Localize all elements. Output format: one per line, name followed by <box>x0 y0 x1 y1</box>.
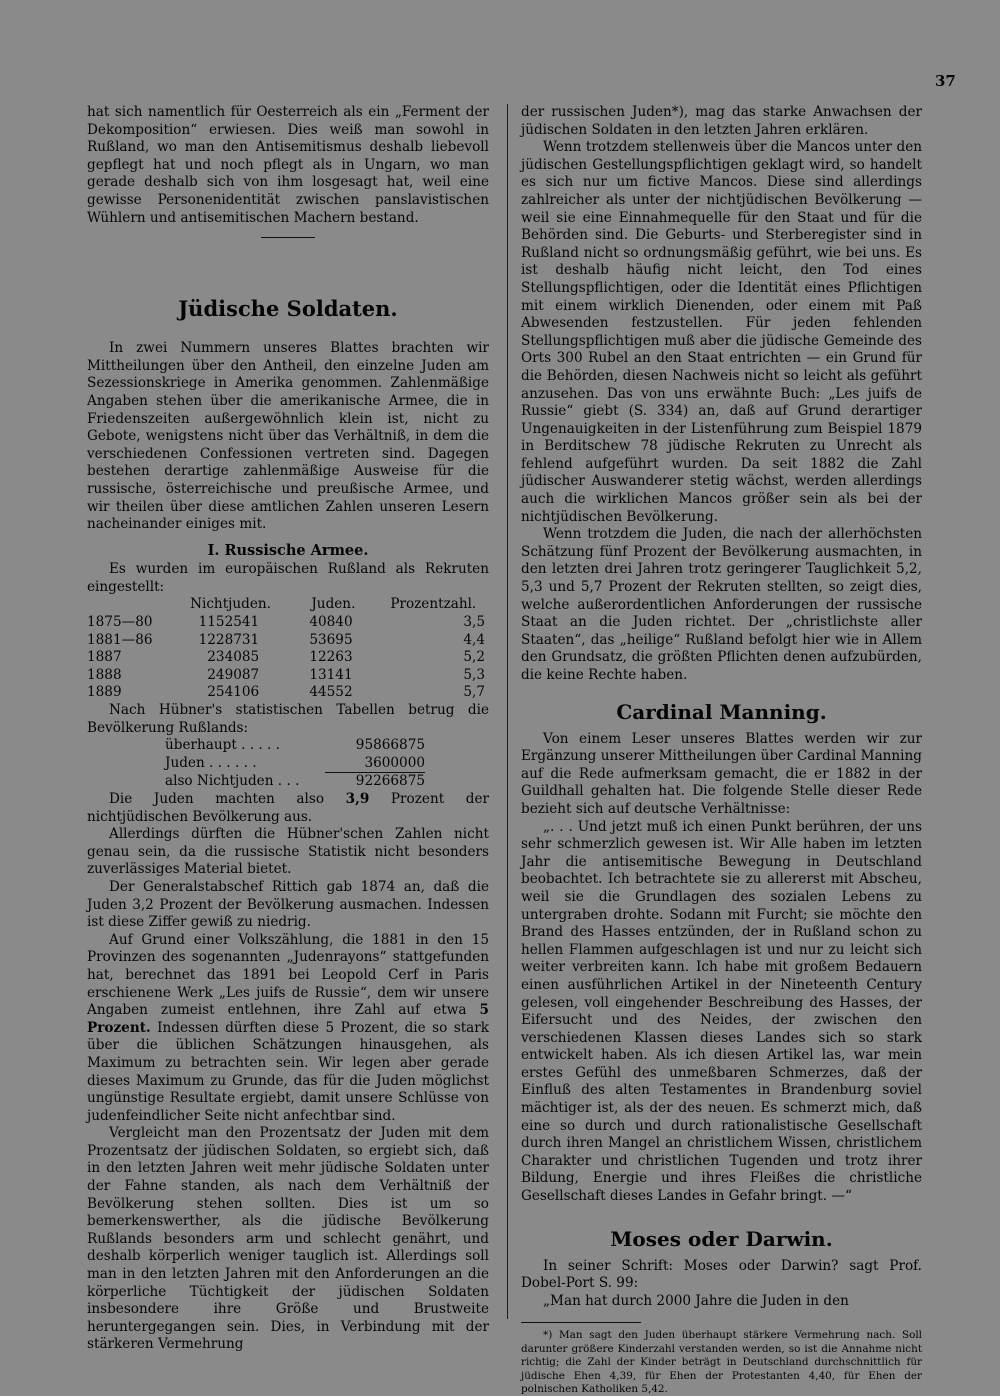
section-heading-cardinal-manning: Cardinal Manning. <box>616 699 827 724</box>
paragraph: Wenn trotzdem stellenweis über die Mancos unter den jüdischen Gestellungspflichtigen geklagt wird, so handelt es sich nur um fictive Mancos. Diese sind allerdings zahlreicher als unter der nichtjüdischen Bevölkerung — weil sie eine Einnahmequelle für den Staat und für die Behörden sind. Die Geburts- und Sterberegister sind in Rußland nicht so ordnungsmäßig geführt, wie bei uns. Es ist deshalb häufig nicht leicht, den Tod eines Stellungspflichtigen, oder die Identität eines Pflichtigen mit einem wirklich Dienenden, oder einem mit Paß Abwesenden festzustellen. Für jeden fehlenden Stellungspflichtigen muß aber die jüdische Gemeinde des Orts 300 Rubel an den Staat entrichten — ein Grund für die Behörden, diesen Nachweis nicht so leicht als geführt anzusehen. Das von uns erwähnte Buch: „Les juifs de Russie“ giebt (S. 334) an, daß auf Grund derartiger Ungenauigkeiten in der Listenführung zum Beispiel 1879 in Berditschew 78 jüdische Rekruten zu Unrecht als fehlend aufgeführt wurden. Da seit 1882 die Zahl jüdischer Auswanderer stetig wächst, werden allerdings auch die wirklichen Mancos größer sein als bei der nichtjüdischen Bevölkerung. <box>521 139 922 525</box>
jews-cell: 40840 <box>309 614 353 631</box>
section-heading-juedische-soldaten: Jüdische Soldaten. <box>178 296 398 322</box>
summary-row <box>165 755 425 774</box>
summary-row <box>165 737 425 755</box>
section-heading-moses-oder-darwin: Moses oder Darwin. <box>610 1226 833 1251</box>
table-header: Prozentzahl. <box>390 596 477 613</box>
jews-cell: 13141 <box>309 666 353 683</box>
quote-paragraph: „. . . Und jetzt muß ich einen Punkt berühren, der uns sehr schmerzlich gewesen ist. Wir Alle haben im letzten Jahr die antisemitische Bewegung in Deutschland beobachtet. Ich betrachtete sie zu allererst mit Abscheu, weil sie die Grundlagen des sozialen Lebens zu untergraben drohte. Sodann mit Furcht; sie möchte den Brand des Hasses entzünden, der in Rußland schon zu hellen Flammen aufgeschlagen ist und nur zu leicht sich weiter verbreiten kann. Ich habe mit großem Bedauern einen ausführlichen Artikel in der Nineteenth Century gelesen, voll eingehender Beschreibung des Hasses, der Eifersucht und des Neides, der zwischen den verschiedenen Klassen dieses Landes sich so stark entwickelt haben. Als ich diesen Artikel las, war mein erstes Gefühl des unmeßbaren Schmerzes, daß der Einfluß des alten Testamentes in Brandenburg soviel mächtiger ist, als der des neuen. Es schmerzt mich, daß eine so durch und durch rationalistische Gesellschaft durch ihren Mangel an christlichem Wissen, christlichem Charakter und christlichen Tugenden und trotz ihrer Bildung, Energie und ihres Fleißes die christliche Gesellschaft dieses Landes in Gefahr bringt. —“ <box>521 818 922 1205</box>
year-cell: 1888 <box>87 666 122 683</box>
table-row <box>87 684 489 702</box>
paragraph: Es wurden im europäischen Rußland als Rekruten eingestellt: <box>87 561 489 595</box>
paragraph: hat sich namentlich für Oesterreich als ein „Ferment der Dekomposition“ erwiesen. Dies weiß man sowohl in Rußland, wo man den Antisemitismus deshalb liebevoll gepflegt hat und noch pflegt als in Ungarn, wo man gerade deshalb sich von ihm losgesagt hat, weil eine gewisse Personenidentität zwischen panslavistischen Wühlern und antisemitischen Machern bestand. <box>87 104 489 226</box>
summary-value: 92266875 <box>355 773 425 790</box>
subheading-russische-armee: I. Russische Armee. <box>207 541 369 559</box>
paragraph: Wenn trotzdem die Juden, die nach der allerhöchsten Schätzung fünf Prozent der Bevölkerung ausmachten, in den letzten drei Jahren trotz geringerer Tauglichkeit 5,2, 5,3 und 5,7 Prozent der Rekruten stellten, so zeigt dies, welche außerordentlichen Anforderungen der russische Staat an die Juden richtet. Der „christlichste aller Staaten“, das „heilige“ Rußland befolgt hier wie in Allem den Grundsatz, die größten Pflichten denen aufzubürden, die keine Rechte haben. <box>521 526 922 683</box>
paragraph: Allerdings dürften die Hübner'schen Zahlen nicht genau sein, da die russische Statistik nicht besonders zuverlässiges Material bietet. <box>87 826 489 878</box>
page-number: 37 <box>935 72 956 90</box>
paragraph <box>87 932 489 1126</box>
year-cell: 1875—80 <box>87 614 153 631</box>
non-jews-cell: 254106 <box>207 684 260 701</box>
jews-cell: 12263 <box>309 649 353 666</box>
table-row <box>87 667 489 685</box>
table-header: Juden. <box>311 596 356 613</box>
table-header: Nichtjuden. <box>190 596 271 613</box>
summary-label: überhaupt . . . . . <box>165 737 280 754</box>
separator-rule <box>261 237 315 238</box>
table-header <box>87 596 172 614</box>
year-cell: 1887 <box>87 649 122 666</box>
paragraph: Nach Hübner's statistischen Tabellen betrug die Bevölkerung Rußlands: <box>87 702 489 736</box>
summary-value: 95866875 <box>355 737 425 754</box>
column-divider <box>507 104 508 1319</box>
footnote-rule <box>521 1322 641 1323</box>
non-jews-cell: 249087 <box>207 666 260 683</box>
text-run: Auf Grund einer Volkszählung, die 1881 in den 15 Provinzen des sogenannten „Judenrayons“ stattgefunden hat, berechnet das 1891 bei Leopold Cerf in Paris erschienene Werk „Les juifs de Russie“, dem wir unsere Angaben zumeist entlehnen, ihre Zahl auf etwa <box>87 931 489 1019</box>
summary-label: Juden . . . . . . <box>165 754 257 771</box>
table-header-row <box>87 596 489 614</box>
non-jews-cell: 234085 <box>207 649 260 666</box>
paragraph: In zwei Nummern unseres Blattes brachten wir Mittheilungen über den Antheil, den einzelne Juden am Sezessionskriege in Amerika genommen. Zahlenmäßige Angaben stehen über die amerikanische Armee, die in Friedenszeiten außergewöhnlich klein ist, nicht zu Gebote, wenigstens nicht über das Verhältniß, in dem die verschiedenen Confessionen vertreten sind. Dagegen bestehen derartige zahlenmäßige Ausweise für die russische, österreichische und preußische Armee, und wir theilen über diese amtlichen Zahlen unseren Lesern nacheinander einiges mit. <box>87 340 489 533</box>
text-run: Prozent der nichtjüdischen Bevölkerung aus. <box>87 791 490 825</box>
year-cell: 1881—86 <box>87 631 153 648</box>
left-column <box>87 104 489 1354</box>
non-jews-cell: 1152541 <box>198 614 260 631</box>
footnote: *) Man sagt den Juden überhaupt stärkere Vermehrung nach. Soll darunter größere Kinderzahl verstanden werden, so ist die Annahme nicht richtig; die Zahl der Kinder beträgt in Deutschland durchschnittlich für jüdische Ehen 4,39, für Ehen der Protestanten 4,40, für Ehen der polnischen Katholiken 5,42. <box>521 1329 922 1396</box>
paragraph: Von einem Leser unseres Blattes werden wir zur Ergänzung unserer Mittheilungen über Cardinal Manning auf die Rede aufmerksam gemacht, die er 1882 in der Guildhall gehalten hat. Die folgende Stelle dieser Rede bezieht sich auf deutsche Verhältnisse: <box>521 730 922 817</box>
percent-cell: 5,3 <box>463 666 485 683</box>
bold-value: 5 Prozent. <box>87 1002 489 1036</box>
recruits-table <box>87 596 489 702</box>
right-column <box>521 104 922 1396</box>
paragraph: der russischen Juden*), mag das starke Anwachsen der jüdischen Soldaten in den letzten Jahren erklären. <box>521 104 922 138</box>
text-run: Die Juden machten also <box>109 791 325 807</box>
table-row <box>87 632 489 650</box>
paragraph: In seiner Schrift: Moses oder Darwin? sagt Prof. Dobel-Port S. 99: <box>521 1257 922 1292</box>
paragraph: Vergleicht man den Prozentsatz der Juden mit dem Prozentsatz der jüdischen Soldaten, so ergiebt sich, daß in den letzten Jahren weit mehr jüdische Soldaten unter der Fahne standen, als nach dem Verhältniß der Bevölkerung stehen sollten. Dies ist um so bemerkenswerther, als die jüdische Bevölkerung Rußlands besonders arm und schlecht genährt, und deshalb körperlich weniger tauglich ist. Allerdings soll man in den letzten Jahren mit den Anforderungen an die körperliche Tüchtigkeit der jüdischen Soldaten insbesondere ihre Größe und Brustweite heruntergegangen sein. Dies, in Verbindung mit der stärkeren Vermehrung <box>87 1125 489 1353</box>
percent-cell: 4,4 <box>463 631 485 648</box>
year-cell: 1889 <box>87 684 122 701</box>
bold-value: 3,9 <box>345 791 370 807</box>
percent-cell: 5,2 <box>463 649 485 666</box>
population-summary <box>165 737 425 791</box>
percent-cell: 5,7 <box>463 684 485 701</box>
jews-cell: 53695 <box>309 631 353 648</box>
summary-label: also Nichtjuden . . . <box>165 773 300 790</box>
table-row <box>87 614 489 632</box>
paragraph <box>87 791 489 826</box>
non-jews-cell: 1228731 <box>198 631 260 648</box>
paragraph: „Man hat durch 2000 Jahre die Juden in den <box>543 1292 849 1309</box>
table-row <box>87 649 489 667</box>
text-run: Indessen dürften diese 5 Prozent, die so stark über die üblichen Schätzungen hinausgehen, als Maximum zu betrachten sein. Wir legen aber gerade dieses Maximum zu Grunde, das für die Juden möglichst ungünstige Resultate ergiebt, damit unsere Schlüsse von judenfeindlicher Seite nicht anfechtbar sind. <box>87 1019 489 1124</box>
paragraph: Der Generalstabschef Rittich gab 1874 an, daß die Juden 3,2 Prozent der Bevölkerung ausmachen. Indessen ist diese Ziffer gewiß zu niedrig. <box>87 878 489 931</box>
summary-value: 3600000 <box>325 755 425 774</box>
jews-cell: 44552 <box>309 684 353 701</box>
summary-row <box>165 773 425 791</box>
percent-cell: 3,5 <box>463 614 485 631</box>
